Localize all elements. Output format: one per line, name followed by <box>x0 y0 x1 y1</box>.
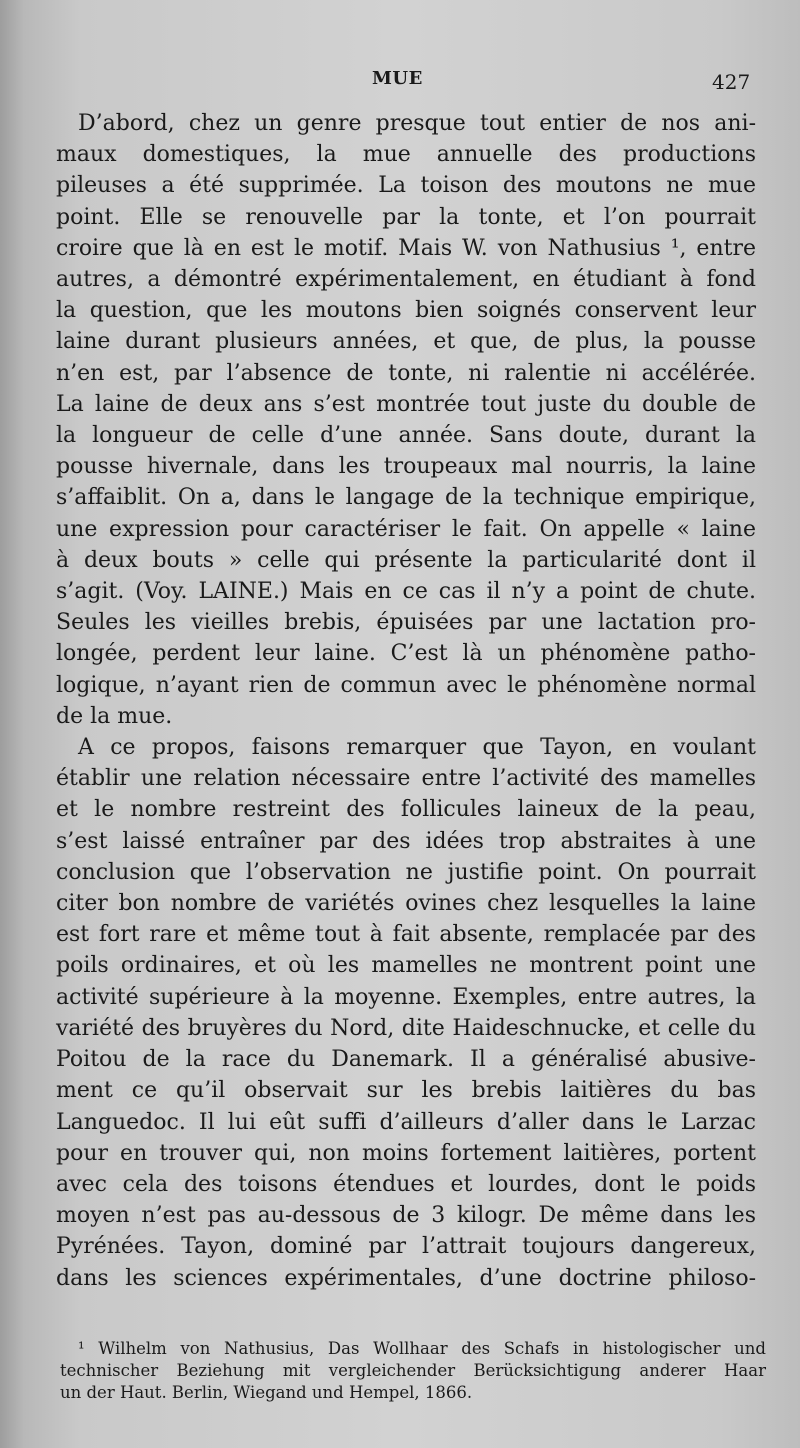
page-number: 427 <box>712 70 751 94</box>
text-line: activité supérieure à la moyenne. Exemples, entre autres, la <box>56 984 756 1010</box>
text-line: autres, a démontré expérimentalement, en étudiant à fond <box>56 267 756 293</box>
running-head <box>0 68 800 98</box>
body-text <box>56 108 756 1294</box>
running-title: MUE <box>372 68 423 89</box>
text-line: citer bon nombre de variétés ovines chez lesquelles la laine <box>56 891 756 917</box>
footnote-line: un der Haut. Berlin, Wiegand und Hempel, 1866. <box>60 1383 473 1402</box>
text-line: point. Elle se renouvelle par la tonte, et l’on pourrait <box>56 204 756 230</box>
text-line: variété des bruyères du Nord, dite Haideschnucke, et celle du <box>56 1015 756 1041</box>
text-line: croire que là en est le motif. Mais W. von Nathusius ¹, entre <box>56 235 756 261</box>
text-line: La laine de deux ans s’est montrée tout juste du double de <box>56 391 756 417</box>
text-line: poils ordinaires, et où les mamelles ne montrent point une <box>56 953 756 979</box>
text-line: une expression pour caractériser le fait. On appelle « laine <box>56 516 756 542</box>
text-line: A ce propos, faisons remarquer que Tayon, en voulant <box>78 735 756 761</box>
paragraph-1 <box>56 108 756 732</box>
text-line: établir une relation nécessaire entre l’activité des mamelles <box>56 766 756 792</box>
text-line: pileuses a été supprimée. La toison des moutons ne mue <box>56 173 756 199</box>
text-line: D’abord, chez un genre presque tout entier de nos ani- <box>78 111 756 136</box>
text-line: est fort rare et même tout à fait absente, remplacée par des <box>56 922 756 948</box>
text-line: la question, que les moutons bien soignés conservent leur <box>56 298 756 324</box>
paragraph-2 <box>56 732 756 1294</box>
text-line: pousse hivernale, dans les troupeaux mal nourris, la laine <box>56 454 756 480</box>
text-line: Pyrénées. Tayon, dominé par l’attrait toujours dangereux, <box>56 1234 756 1260</box>
footnote-line: technischer Beziehung mit vergleichender Berücksichtigung anderer Haar <box>60 1361 766 1380</box>
text-line: moyen n’est pas au-dessous de 3 kilogr. De même dans les <box>56 1203 756 1229</box>
text-line: de la mue. <box>56 703 173 729</box>
text-line: avec cela des toisons étendues et lourdes, dont le poids <box>56 1171 756 1197</box>
text-line: laine durant plusieurs années, et que, de plus, la pousse <box>56 329 756 355</box>
text-line: s’agit. (Voy. LAINE.) Mais en ce cas il n’y a point de chute. <box>56 579 756 605</box>
text-line: n’en est, par l’absence de tonte, ni ralentie ni accélérée. <box>56 360 756 386</box>
text-line: à deux bouts » celle qui présente la particularité dont il <box>56 547 756 573</box>
text-line: s’est laissé entraîner par des idées trop abstraites à une <box>56 828 756 854</box>
text-line: maux domestiques, la mue annuelle des productions <box>56 142 756 168</box>
text-line: et le nombre restreint des follicules laineux de la peau, <box>56 797 756 823</box>
text-line: longée, perdent leur laine. C’est là un phénomène patho- <box>56 641 756 667</box>
text-line: dans les sciences expérimentales, d’une doctrine philoso- <box>56 1265 756 1291</box>
text-line: la longueur de celle d’une année. Sans doute, durant la <box>56 423 756 449</box>
footnote <box>60 1338 766 1404</box>
footnote-line: ¹ Wilhelm von Nathusius, Das Wollhaar des Schafs in histologischer und <box>78 1339 766 1358</box>
text-line: pour en trouver qui, non moins fortement laitières, portent <box>56 1140 756 1166</box>
text-line: s’affaiblit. On a, dans le langage de la technique empirique, <box>56 485 756 511</box>
text-line: Languedoc. Il lui eût suffi d’ailleurs d’aller dans le Larzac <box>56 1109 756 1135</box>
text-line: logique, n’ayant rien de commun avec le phénomène normal <box>56 672 756 698</box>
text-line: Seules les vieilles brebis, épuisées par une lactation pro- <box>56 610 756 636</box>
text-line: conclusion que l’observation ne justifie point. On pourrait <box>56 859 756 885</box>
text-line: Poitou de la race du Danemark. Il a généralisé abusive- <box>56 1047 756 1073</box>
text-line: ment ce qu’il observait sur les brebis laitières du bas <box>56 1078 756 1104</box>
